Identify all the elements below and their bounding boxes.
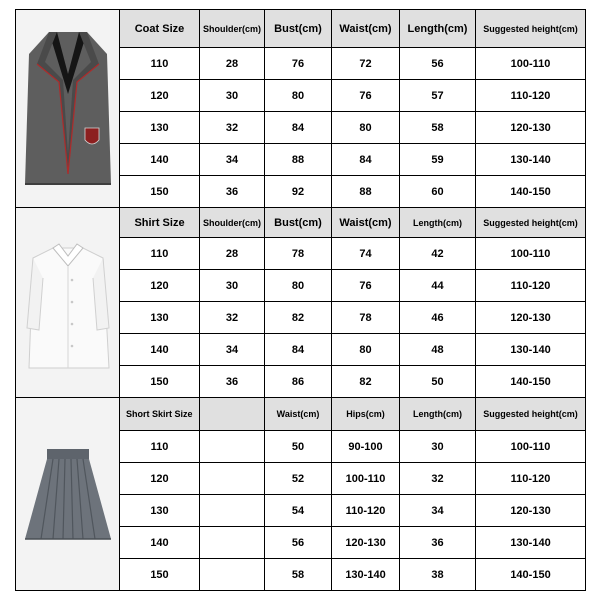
shirt-header-waist: Waist(cm) <box>332 208 400 238</box>
shirt-cell-length: 46 <box>400 302 476 334</box>
skirt-cell-length: 34 <box>400 495 476 527</box>
skirt-cell-size: 110 <box>120 431 200 463</box>
shirt-cell-height: 130-140 <box>476 334 586 366</box>
shirt-cell-shoulder: 36 <box>200 366 265 398</box>
skirt-cell-height: 110-120 <box>476 463 586 495</box>
coat-cell-size: 140 <box>120 144 200 176</box>
skirt-cell-blank <box>200 463 265 495</box>
shirt-cell-height: 100-110 <box>476 238 586 270</box>
skirt-cell-height: 100-110 <box>476 431 586 463</box>
shirt-cell-bust: 84 <box>265 334 332 366</box>
coat-cell-shoulder: 32 <box>200 112 265 144</box>
skirt-cell-size: 120 <box>120 463 200 495</box>
coat-cell-waist: 88 <box>332 176 400 208</box>
shirt-cell-size: 120 <box>120 270 200 302</box>
shirt-cell-waist: 78 <box>332 302 400 334</box>
skirt-header-row <box>16 398 586 431</box>
coat-cell-height: 130-140 <box>476 144 586 176</box>
skirt-cell-height: 130-140 <box>476 527 586 559</box>
skirt-header-waist: Waist(cm) <box>265 398 332 431</box>
coat-cell-size: 130 <box>120 112 200 144</box>
shirt-cell-length: 42 <box>400 238 476 270</box>
size-table <box>15 9 586 591</box>
coat-cell-bust: 92 <box>265 176 332 208</box>
skirt-image <box>19 409 117 579</box>
coat-header-height: Suggested height(cm) <box>476 10 586 48</box>
skirt-cell-length: 38 <box>400 559 476 591</box>
coat-cell-height: 110-120 <box>476 80 586 112</box>
shirt-cell-shoulder: 30 <box>200 270 265 302</box>
skirt-cell-length: 30 <box>400 431 476 463</box>
coat-header-shoulder: Shoulder(cm) <box>200 10 265 48</box>
shirt-cell-size: 110 <box>120 238 200 270</box>
coat-cell-height: 140-150 <box>476 176 586 208</box>
coat-cell-height: 100-110 <box>476 48 586 80</box>
skirt-cell-hips: 100-110 <box>332 463 400 495</box>
coat-cell-waist: 76 <box>332 80 400 112</box>
coat-cell-bust: 84 <box>265 112 332 144</box>
shirt-cell-height: 110-120 <box>476 270 586 302</box>
shirt-cell-bust: 86 <box>265 366 332 398</box>
shirt-cell-size: 150 <box>120 366 200 398</box>
coat-cell-size: 110 <box>120 48 200 80</box>
skirt-image-cell <box>16 398 120 591</box>
shirt-header-row <box>16 208 586 238</box>
coat-image <box>19 24 117 194</box>
skirt-cell-height: 140-150 <box>476 559 586 591</box>
shirt-header-length: Length(cm) <box>400 208 476 238</box>
coat-cell-bust: 80 <box>265 80 332 112</box>
coat-cell-shoulder: 36 <box>200 176 265 208</box>
shirt-cell-length: 48 <box>400 334 476 366</box>
coat-cell-size: 150 <box>120 176 200 208</box>
skirt-cell-size: 130 <box>120 495 200 527</box>
shirt-cell-waist: 76 <box>332 270 400 302</box>
shirt-header-size: Shirt Size <box>120 208 200 238</box>
skirt-header-blank <box>200 398 265 431</box>
shirt-cell-bust: 78 <box>265 238 332 270</box>
shirt-header-shoulder: Shoulder(cm) <box>200 208 265 238</box>
coat-header-waist: Waist(cm) <box>332 10 400 48</box>
shirt-header-bust: Bust(cm) <box>265 208 332 238</box>
skirt-cell-hips: 120-130 <box>332 527 400 559</box>
coat-cell-shoulder: 28 <box>200 48 265 80</box>
shirt-image <box>19 218 117 388</box>
skirt-cell-waist: 58 <box>265 559 332 591</box>
coat-cell-length: 57 <box>400 80 476 112</box>
skirt-cell-waist: 50 <box>265 431 332 463</box>
shirt-cell-size: 140 <box>120 334 200 366</box>
shirt-cell-height: 140-150 <box>476 366 586 398</box>
skirt-cell-blank <box>200 559 265 591</box>
coat-cell-waist: 84 <box>332 144 400 176</box>
shirt-header-height: Suggested height(cm) <box>476 208 586 238</box>
skirt-header-size: Short Skirt Size <box>120 398 200 431</box>
size-chart <box>15 9 585 590</box>
skirt-cell-hips: 130-140 <box>332 559 400 591</box>
shirt-cell-waist: 80 <box>332 334 400 366</box>
skirt-cell-hips: 90-100 <box>332 431 400 463</box>
coat-cell-waist: 72 <box>332 48 400 80</box>
skirt-cell-size: 140 <box>120 527 200 559</box>
skirt-header-length: Length(cm) <box>400 398 476 431</box>
shirt-cell-height: 120-130 <box>476 302 586 334</box>
coat-header-size: Coat Size <box>120 10 200 48</box>
skirt-cell-blank <box>200 431 265 463</box>
shirt-cell-shoulder: 28 <box>200 238 265 270</box>
coat-cell-length: 56 <box>400 48 476 80</box>
shirt-cell-bust: 80 <box>265 270 332 302</box>
shirt-cell-size: 130 <box>120 302 200 334</box>
coat-header-bust: Bust(cm) <box>265 10 332 48</box>
shirt-cell-length: 50 <box>400 366 476 398</box>
coat-cell-length: 58 <box>400 112 476 144</box>
skirt-cell-waist: 52 <box>265 463 332 495</box>
skirt-cell-length: 32 <box>400 463 476 495</box>
skirt-cell-blank <box>200 527 265 559</box>
skirt-cell-hips: 110-120 <box>332 495 400 527</box>
skirt-cell-height: 120-130 <box>476 495 586 527</box>
coat-cell-shoulder: 30 <box>200 80 265 112</box>
shirt-image-cell <box>16 208 120 398</box>
shirt-cell-waist: 82 <box>332 366 400 398</box>
coat-cell-height: 120-130 <box>476 112 586 144</box>
skirt-cell-waist: 56 <box>265 527 332 559</box>
shirt-cell-length: 44 <box>400 270 476 302</box>
shirt-cell-bust: 82 <box>265 302 332 334</box>
coat-cell-bust: 76 <box>265 48 332 80</box>
coat-cell-bust: 88 <box>265 144 332 176</box>
shirt-cell-shoulder: 34 <box>200 334 265 366</box>
coat-cell-size: 120 <box>120 80 200 112</box>
coat-cell-length: 60 <box>400 176 476 208</box>
skirt-header-hips: Hips(cm) <box>332 398 400 431</box>
skirt-cell-size: 150 <box>120 559 200 591</box>
shirt-cell-shoulder: 32 <box>200 302 265 334</box>
skirt-cell-length: 36 <box>400 527 476 559</box>
coat-image-cell <box>16 10 120 208</box>
coat-header-length: Length(cm) <box>400 10 476 48</box>
skirt-cell-waist: 54 <box>265 495 332 527</box>
coat-header-row <box>16 10 586 48</box>
skirt-header-height: Suggested height(cm) <box>476 398 586 431</box>
coat-cell-shoulder: 34 <box>200 144 265 176</box>
coat-cell-length: 59 <box>400 144 476 176</box>
skirt-cell-blank <box>200 495 265 527</box>
coat-cell-waist: 80 <box>332 112 400 144</box>
shirt-cell-waist: 74 <box>332 238 400 270</box>
